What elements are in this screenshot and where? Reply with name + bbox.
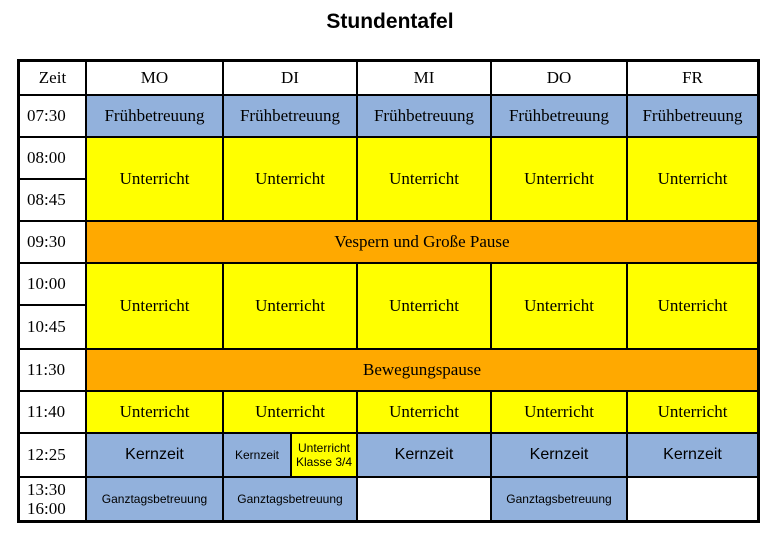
header-mi: MI	[358, 62, 492, 96]
lesson-3-fr: Unterricht	[628, 392, 757, 434]
lesson-2-di: Unterricht	[224, 264, 358, 350]
lesson-1-fr: Unterricht	[628, 138, 757, 222]
time-1045: 10:45	[20, 306, 87, 350]
core-time-fr: Kernzeit	[628, 434, 757, 478]
all-day-care-di: Ganztagsbetreuung	[224, 478, 358, 520]
lesson-2-fr: Unterricht	[628, 264, 757, 350]
page-title: Stundentafel	[326, 10, 454, 33]
all-day-care-mo: Ganztagsbetreuung	[87, 478, 224, 520]
big-break: Vespern und Große Pause	[87, 222, 757, 264]
early-care-fr: Frühbetreuung	[628, 96, 757, 138]
core-time-do: Kernzeit	[492, 434, 628, 478]
time-1130: 11:30	[20, 350, 87, 392]
lesson-3-mo: Unterricht	[87, 392, 224, 434]
movement-break: Bewegungspause	[87, 350, 757, 392]
time-0800: 08:00	[20, 138, 87, 180]
lesson-3-di: Unterricht	[224, 392, 358, 434]
header-do: DO	[492, 62, 628, 96]
core-time-mi: Kernzeit	[358, 434, 492, 478]
lesson-class-34-di: Unterricht Klasse 3/4	[292, 434, 358, 478]
core-time-mo: Kernzeit	[87, 434, 224, 478]
time-1000: 10:00	[20, 264, 87, 306]
time-0930: 09:30	[20, 222, 87, 264]
empty-cell-mi	[358, 478, 492, 520]
lesson-2-do: Unterricht	[492, 264, 628, 350]
lesson-2-mo: Unterricht	[87, 264, 224, 350]
lesson-1-di: Unterricht	[224, 138, 358, 222]
early-care-mi: Frühbetreuung	[358, 96, 492, 138]
lesson-1-mi: Unterricht	[358, 138, 492, 222]
time-0845: 08:45	[20, 180, 87, 222]
timetable	[17, 59, 760, 523]
lesson-1-do: Unterricht	[492, 138, 628, 222]
time-1140: 11:40	[20, 392, 87, 434]
header-di: DI	[224, 62, 358, 96]
early-care-mo: Frühbetreuung	[87, 96, 224, 138]
time-0730: 07:30	[20, 96, 87, 138]
core-time-di: Kernzeit	[224, 434, 292, 478]
lesson-3-do: Unterricht	[492, 392, 628, 434]
header-mo: MO	[87, 62, 224, 96]
early-care-do: Frühbetreuung	[492, 96, 628, 138]
lesson-2-mi: Unterricht	[358, 264, 492, 350]
time-1330-1600: 13:30 16:00	[20, 478, 87, 520]
lesson-3-mi: Unterricht	[358, 392, 492, 434]
time-1225: 12:25	[20, 434, 87, 478]
early-care-di: Frühbetreuung	[224, 96, 358, 138]
empty-cell-fr	[628, 478, 757, 520]
header-zeit: Zeit	[20, 62, 87, 96]
header-fr: FR	[628, 62, 757, 96]
lesson-1-mo: Unterricht	[87, 138, 224, 222]
all-day-care-do: Ganztagsbetreuung	[492, 478, 628, 520]
